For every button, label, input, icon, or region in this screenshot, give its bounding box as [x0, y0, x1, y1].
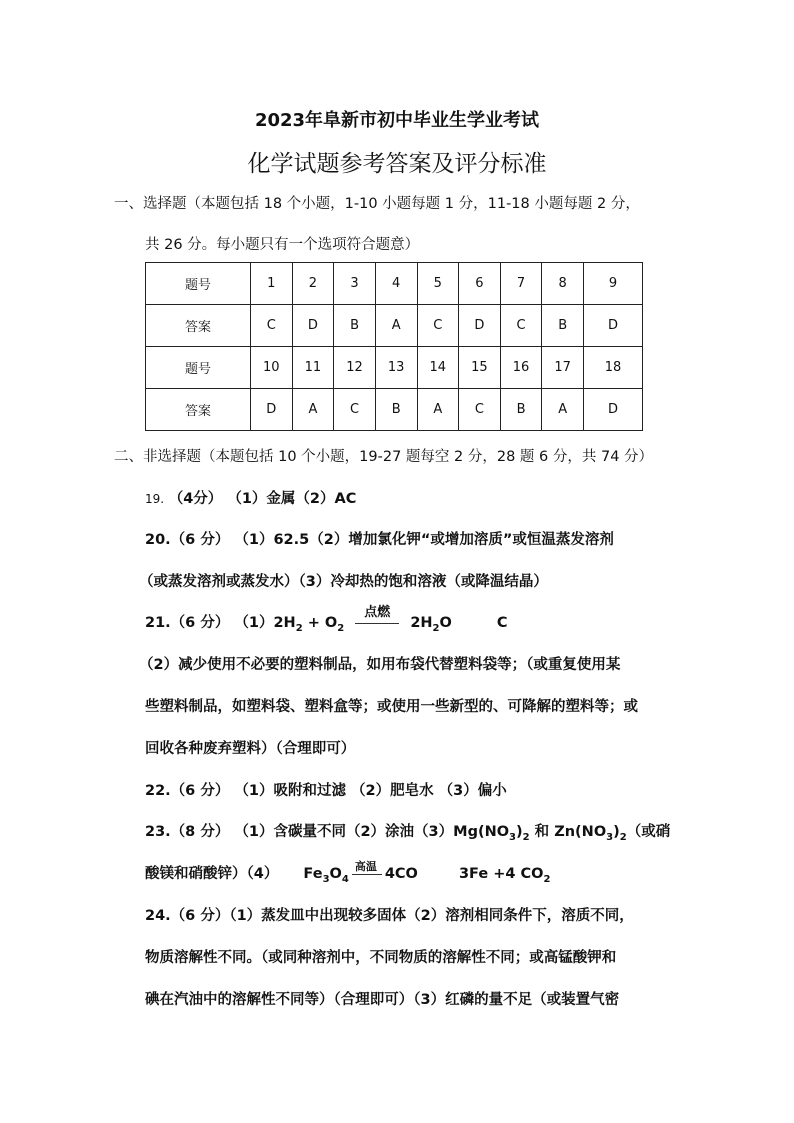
q24-line1: 24.（6 分）（1）蒸发皿中出现较多固体（2）溶剂相同条件下，溶质不同，	[145, 908, 634, 924]
q21-line4: 回收各种废弃塑料）（合理即可）	[145, 741, 356, 757]
answer-cell: A	[375, 305, 417, 347]
condition-label-high-temp: 高温	[354, 860, 377, 873]
condition-label: 点燃	[364, 605, 391, 620]
answer-table-row	[146, 263, 643, 305]
answer-cell: 16	[500, 347, 542, 389]
section1-line2: 共 26 分。每小题只有一个选项符合题意）	[145, 237, 420, 253]
reaction-condition-high-temp	[349, 860, 385, 882]
q23-line2-prefix: 酸镁和硝酸锌）（4）	[145, 866, 279, 882]
answer-cell: 5	[417, 263, 459, 305]
answer-cell: 1	[251, 263, 293, 305]
answer-cell: 17	[542, 347, 584, 389]
answer-cell: 13	[375, 347, 417, 389]
q21-line1: 21.（6 分） $(1)2H_2 + O_2$ 点燃 $2H_2O$ C	[145, 611, 508, 634]
answer-cell: C	[417, 305, 459, 347]
answer-cell: D	[584, 305, 643, 347]
row-label: 题号	[146, 347, 251, 389]
answer-cell: D	[584, 389, 643, 431]
q23-tail: （或硝	[626, 824, 671, 840]
answer-cell: 18	[584, 347, 643, 389]
answer-cell: A	[292, 389, 334, 431]
q23-line1: 23.（8 分） （1）含碳量不同（2）涂油$(3)Mg(NO_3)_2$ 和 $Zn(NO_3)_2$（或硝	[145, 824, 671, 843]
answer-cell: C	[459, 389, 501, 431]
q24-line3: 碘在汽油中的溶解性不同等）（合理即可）（3）红磷的量不足（或装置气密	[145, 992, 620, 1008]
reaction-condition	[353, 605, 401, 631]
q21-answer-c: C	[496, 615, 508, 631]
q21-prefix: 21.（6 分） （1）2H	[145, 615, 296, 631]
q23-line2: 酸镁和硝酸锌）（4） $Fe_3O_4$ 高温 4CO 3Fe +4 $CO_2$	[145, 860, 551, 885]
q21-line3: 些塑料制品，如塑料袋、塑料盒等；或使用一些新型的、可降解的塑料等；或	[145, 699, 638, 715]
q21-line2: （2）减少使用不必要的塑料制品，如用布袋代替塑料袋等；（或重复使用某	[139, 657, 621, 673]
answer-cell: D	[292, 305, 334, 347]
exam-title: 2023年阜新市初中毕业生学业考试	[254, 110, 540, 131]
exam-subtitle: 化学试题参考答案及评分标准	[247, 151, 547, 177]
answer-cell: B	[334, 305, 376, 347]
answer-cell: 8	[542, 263, 584, 305]
answer-cell: 6	[459, 263, 501, 305]
answer-cell: 2	[292, 263, 334, 305]
section1-line1: 一、选择题（本题包括 18 个小题，1-10 小题每题 1 分，11-18 小题每题 2 分，	[114, 196, 640, 212]
q22-line: 22.（6 分） （1）吸附和过滤 （2）肥皂水 （3）偏小	[145, 783, 507, 799]
answer-cell: C	[500, 305, 542, 347]
q19-line	[145, 487, 356, 508]
answer-cell: B	[542, 305, 584, 347]
answer-cell: D	[251, 389, 293, 431]
answer-cell: B	[375, 389, 417, 431]
answer-table-row	[146, 305, 643, 347]
q24-line2: 物质溶解性不同。（或同种溶剂中，不同物质的溶解性不同；或高锰酸钾和	[145, 950, 617, 966]
q19-text: （4分） （1）金属（2）AC	[168, 491, 357, 507]
q20-line1: 20.（6 分） （1）62.5（2）增加氯化钾“或增加溶质”或恒温蒸发溶剂	[145, 532, 614, 548]
answer-cell: 10	[251, 347, 293, 389]
q19-number: 19.	[145, 492, 165, 506]
answer-cell: 9	[584, 263, 643, 305]
answer-cell: 14	[417, 347, 459, 389]
answer-table-row	[146, 389, 643, 431]
answer-cell: D	[459, 305, 501, 347]
answer-cell: 4	[375, 263, 417, 305]
answer-cell: C	[251, 305, 293, 347]
answer-cell: A	[417, 389, 459, 431]
section2-title: 二、非选择题（本题包括 10 个小题，19-27 题每空 2 分，28 题 6 分，共 74 分）	[114, 449, 654, 465]
answer-cell: C	[334, 389, 376, 431]
answer-table-row	[146, 347, 643, 389]
q23-prefix: 23.（8 分） （1）含碳量不同（2）涂油（3）Mg(NO	[145, 824, 510, 840]
row-label: 题号	[146, 263, 251, 305]
answer-cell: 11	[292, 347, 334, 389]
answer-cell: 15	[459, 347, 501, 389]
answer-table	[145, 262, 643, 431]
answer-cell: B	[500, 389, 542, 431]
answer-cell: A	[542, 389, 584, 431]
row-label: 答案	[146, 389, 251, 431]
answer-cell: 3	[334, 263, 376, 305]
row-label: 答案	[146, 305, 251, 347]
q20-line2: （或蒸发溶剂或蒸发水）（3）冷却热的饱和溶液（或降温结晶）	[139, 574, 548, 590]
answer-cell: 12	[334, 347, 376, 389]
answer-cell: 7	[500, 263, 542, 305]
